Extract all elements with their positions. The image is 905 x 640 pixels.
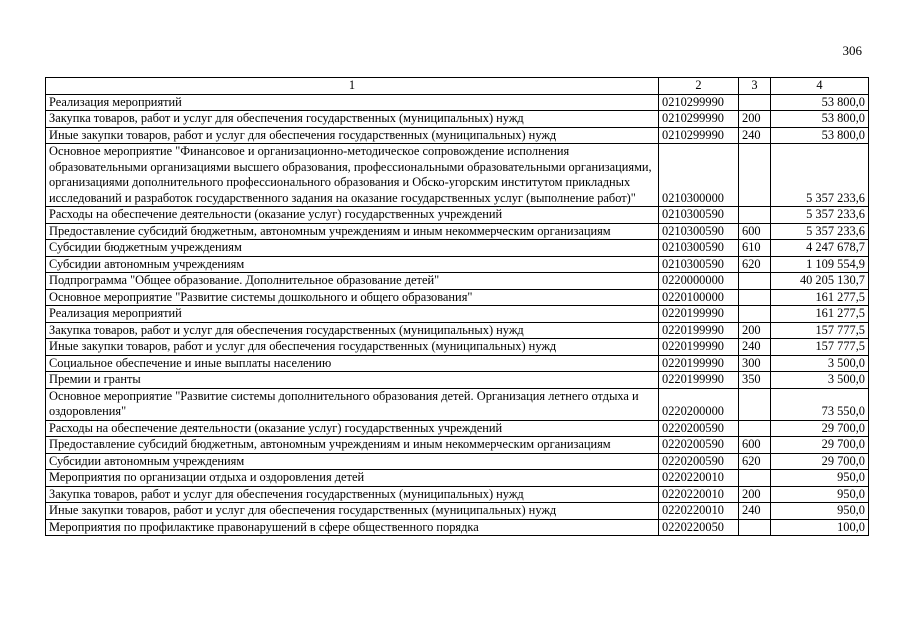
table-row — [46, 486, 869, 503]
row-vr-cell: 600 — [739, 223, 771, 240]
row-vr-cell — [739, 470, 771, 487]
row-name-cell: Премии и гранты — [46, 372, 659, 389]
row-code-cell: 0220100000 — [659, 289, 739, 306]
row-vr-cell — [739, 207, 771, 224]
row-vr-cell — [739, 273, 771, 290]
row-code-cell: 0220199990 — [659, 306, 739, 323]
row-amount-cell: 950,0 — [771, 470, 869, 487]
row-name-cell: Субсидии бюджетным учреждениям — [46, 240, 659, 257]
row-name-cell: Закупка товаров, работ и услуг для обеспечения государственных (муниципальных) нужд — [46, 111, 659, 128]
table-row — [46, 420, 869, 437]
row-vr-cell: 200 — [739, 322, 771, 339]
row-amount-cell: 29 700,0 — [771, 453, 869, 470]
row-vr-cell — [739, 94, 771, 111]
row-amount-cell: 3 500,0 — [771, 355, 869, 372]
table-row — [46, 94, 869, 111]
row-name-cell: Основное мероприятие "Финансовое и организационно-методическое сопровождение исполнения образовательными организациями высшего образования, профессиональными образовательными организациями, организациями дополнительного профессионального образования и Обско-угорским институтом прикладных исследований и разработок государственного задания на оказание государственных услуг (выполнение работ)" — [46, 144, 659, 207]
row-amount-cell: 29 700,0 — [771, 420, 869, 437]
row-code-cell: 0210300590 — [659, 207, 739, 224]
row-vr-cell: 300 — [739, 355, 771, 372]
row-vr-cell: 600 — [739, 437, 771, 454]
table-row — [46, 470, 869, 487]
row-code-cell: 0220220010 — [659, 503, 739, 520]
table-row — [46, 111, 869, 128]
row-vr-cell — [739, 144, 771, 207]
row-vr-cell — [739, 289, 771, 306]
row-code-cell: 0220220050 — [659, 519, 739, 536]
row-vr-cell: 350 — [739, 372, 771, 389]
row-vr-cell: 200 — [739, 486, 771, 503]
table-row — [46, 503, 869, 520]
table-row — [46, 372, 869, 389]
row-code-cell: 0220220010 — [659, 486, 739, 503]
row-name-cell: Мероприятия по организации отдыха и оздоровления детей — [46, 470, 659, 487]
table-row — [46, 437, 869, 454]
table-row — [46, 339, 869, 356]
table-row — [46, 144, 869, 207]
row-code-cell: 0210300590 — [659, 256, 739, 273]
row-vr-cell — [739, 519, 771, 536]
row-amount-cell: 3 500,0 — [771, 372, 869, 389]
row-amount-cell: 157 777,5 — [771, 339, 869, 356]
row-name-cell: Иные закупки товаров, работ и услуг для обеспечения государственных (муниципальных) нужд — [46, 339, 659, 356]
row-amount-cell: 53 800,0 — [771, 94, 869, 111]
row-name-cell: Предоставление субсидий бюджетным, автономным учреждениям и иным некоммерческим организациям — [46, 437, 659, 454]
table-row — [46, 306, 869, 323]
row-vr-cell — [739, 420, 771, 437]
row-code-cell: 0210299990 — [659, 111, 739, 128]
row-name-cell: Подпрограмма "Общее образование. Дополнительное образование детей" — [46, 273, 659, 290]
row-amount-cell: 5 357 233,6 — [771, 144, 869, 207]
row-vr-cell: 240 — [739, 503, 771, 520]
row-code-cell: 0220200590 — [659, 420, 739, 437]
table-row — [46, 355, 869, 372]
table-row — [46, 240, 869, 257]
row-vr-cell: 620 — [739, 256, 771, 273]
row-name-cell: Основное мероприятие "Развитие системы дополнительного образования детей. Организация летнего отдыха и оздоровления" — [46, 388, 659, 420]
row-code-cell: 0220199990 — [659, 339, 739, 356]
row-code-cell: 0210299990 — [659, 94, 739, 111]
row-vr-cell: 620 — [739, 453, 771, 470]
row-name-cell: Мероприятия по профилактике правонарушений в сфере общественного порядка — [46, 519, 659, 536]
row-code-cell: 0210300000 — [659, 144, 739, 207]
table-row — [46, 127, 869, 144]
row-code-cell: 0220199990 — [659, 355, 739, 372]
row-amount-cell: 40 205 130,7 — [771, 273, 869, 290]
table-row — [46, 273, 869, 290]
row-code-cell: 0220200590 — [659, 453, 739, 470]
row-name-cell: Субсидии автономным учреждениям — [46, 256, 659, 273]
header-vr: 3 — [739, 78, 771, 95]
row-name-cell: Субсидии автономным учреждениям — [46, 453, 659, 470]
budget-table — [45, 77, 869, 536]
table-row — [46, 256, 869, 273]
table-row — [46, 223, 869, 240]
row-code-cell: 0220199990 — [659, 372, 739, 389]
row-amount-cell: 161 277,5 — [771, 289, 869, 306]
row-amount-cell: 100,0 — [771, 519, 869, 536]
row-name-cell: Закупка товаров, работ и услуг для обеспечения государственных (муниципальных) нужд — [46, 486, 659, 503]
row-vr-cell: 240 — [739, 339, 771, 356]
row-amount-cell: 73 550,0 — [771, 388, 869, 420]
page-number: 306 — [842, 43, 862, 58]
row-amount-cell: 4 247 678,7 — [771, 240, 869, 257]
row-name-cell: Предоставление субсидий бюджетным, автономным учреждениям и иным некоммерческим организациям — [46, 223, 659, 240]
row-name-cell: Основное мероприятие "Развитие системы дошкольного и общего образования" — [46, 289, 659, 306]
row-vr-cell: 200 — [739, 111, 771, 128]
row-code-cell: 0220000000 — [659, 273, 739, 290]
row-code-cell: 0210300590 — [659, 223, 739, 240]
row-amount-cell: 53 800,0 — [771, 111, 869, 128]
row-amount-cell: 5 357 233,6 — [771, 207, 869, 224]
row-vr-cell: 240 — [739, 127, 771, 144]
row-amount-cell: 5 357 233,6 — [771, 223, 869, 240]
row-name-cell: Закупка товаров, работ и услуг для обеспечения государственных (муниципальных) нужд — [46, 322, 659, 339]
row-amount-cell: 29 700,0 — [771, 437, 869, 454]
row-amount-cell: 157 777,5 — [771, 322, 869, 339]
row-name-cell: Иные закупки товаров, работ и услуг для обеспечения государственных (муниципальных) нужд — [46, 127, 659, 144]
row-vr-cell — [739, 388, 771, 420]
row-name-cell: Расходы на обеспечение деятельности (оказание услуг) государственных учреждений — [46, 207, 659, 224]
row-code-cell: 0220220010 — [659, 470, 739, 487]
row-name-cell: Реализация мероприятий — [46, 306, 659, 323]
row-amount-cell: 1 109 554,9 — [771, 256, 869, 273]
table-row — [46, 388, 869, 420]
row-amount-cell: 950,0 — [771, 503, 869, 520]
row-code-cell: 0210299990 — [659, 127, 739, 144]
table-row — [46, 207, 869, 224]
row-vr-cell: 610 — [739, 240, 771, 257]
row-code-cell: 0220199990 — [659, 322, 739, 339]
row-vr-cell — [739, 306, 771, 323]
row-name-cell: Реализация мероприятий — [46, 94, 659, 111]
header-code: 2 — [659, 78, 739, 95]
row-amount-cell: 53 800,0 — [771, 127, 869, 144]
row-name-cell: Иные закупки товаров, работ и услуг для обеспечения государственных (муниципальных) нужд — [46, 503, 659, 520]
header-amount: 4 — [771, 78, 869, 95]
row-code-cell: 0220200590 — [659, 437, 739, 454]
table-row — [46, 322, 869, 339]
row-code-cell: 0210300590 — [659, 240, 739, 257]
row-name-cell: Социальное обеспечение и иные выплаты населению — [46, 355, 659, 372]
table-header-row — [46, 78, 869, 95]
row-code-cell: 0220200000 — [659, 388, 739, 420]
row-amount-cell: 161 277,5 — [771, 306, 869, 323]
row-name-cell: Расходы на обеспечение деятельности (оказание услуг) государственных учреждений — [46, 420, 659, 437]
table-row — [46, 289, 869, 306]
header-name: 1 — [46, 78, 659, 95]
row-amount-cell: 950,0 — [771, 486, 869, 503]
table-row — [46, 519, 869, 536]
table-row — [46, 453, 869, 470]
